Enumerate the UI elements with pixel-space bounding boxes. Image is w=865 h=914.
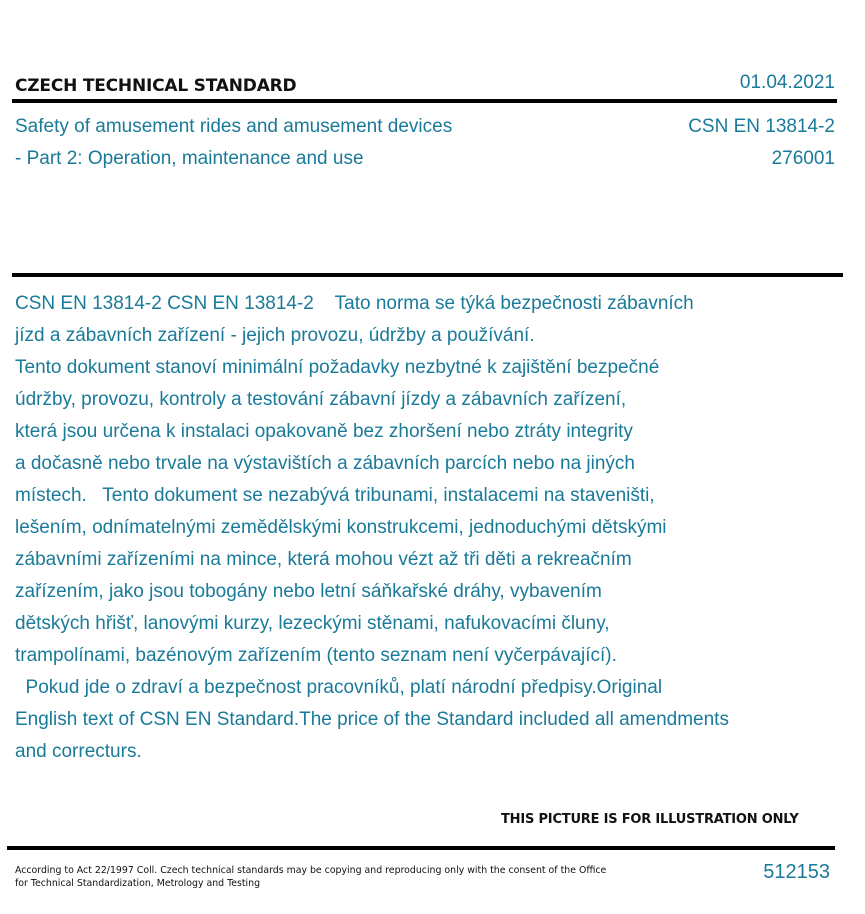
title-line-2: - Part 2: Operation, maintenance and use: [15, 148, 364, 169]
top-divider: [12, 99, 837, 103]
title-line-1: Safety of amusement rides and amusement devices: [15, 116, 453, 137]
description-line: CSN EN 13814-2 CSN EN 13814-2 Tato norma se týká bezpečnosti zábavních: [15, 293, 694, 314]
legal-notice: [15, 864, 615, 890]
description-line: zábavními zařízeními na mince, která mohou vézt až tři děti a rekreačním: [15, 549, 632, 570]
description-line: English text of CSN EN Standard.The price of the Standard included all amendments: [15, 709, 729, 730]
middle-divider: [12, 273, 843, 277]
description-line: Tento dokument stanoví minimální požadavky nezbytné k zajištění bezpečné: [15, 357, 660, 378]
legal-notice-line-1: According to Act 22/1997 Coll. Czech technical standards may be copying and reproducing only with the consent of the Office: [15, 865, 607, 876]
description-line: Pokud jde o zdraví a bezpečnost pracovníků, platí národní předpisy.Original: [15, 677, 663, 698]
description-line: dětských hřišť, lanovými kurzy, lezeckými stěnami, nafukovacími čluny,: [15, 613, 610, 634]
description-line: místech. Tento dokument se nezabývá tribunami, instalacemi na staveništi,: [15, 485, 655, 506]
publication-date: 01.04.2021: [739, 72, 835, 93]
standard-code: 276001: [771, 148, 835, 169]
bottom-divider: [7, 846, 835, 850]
description-line: jízd a zábavních zařízení - jejich provozu, údržby a používání.: [15, 325, 535, 346]
description-line: trampolínami, bazénovým zařízením (tento seznam není vyčerpávající).: [15, 645, 617, 666]
standard-description: [15, 288, 835, 768]
description-line: a dočasně nebo trvale na výstavištích a zábavních parcích nebo na jiných: [15, 453, 635, 474]
legal-notice-line-2: for Technical Standardization, Metrology and Testing: [15, 878, 261, 889]
document-type-label: CZECH TECHNICAL STANDARD: [15, 76, 297, 96]
description-line: údržby, provozu, kontroly a testování zábavní jízdy a zábavních zařízení,: [15, 389, 627, 410]
description-line: zařízením, jako jsou tobogány nebo letní sáňkařské dráhy, vybavením: [15, 581, 602, 602]
illustration-disclaimer: THIS PICTURE IS FOR ILLUSTRATION ONLY: [501, 812, 799, 827]
description-line: která jsou určena k instalaci opakovaně bez zhoršení nebo ztráty integrity: [15, 421, 633, 442]
standard-number: CSN EN 13814-2: [688, 116, 835, 137]
description-line: lešením, odnímatelnými zemědělskými konstrukcemi, jednoduchými dětskými: [15, 517, 667, 538]
catalog-code: 512153: [763, 861, 830, 883]
description-line: and correcturs.: [15, 741, 142, 762]
